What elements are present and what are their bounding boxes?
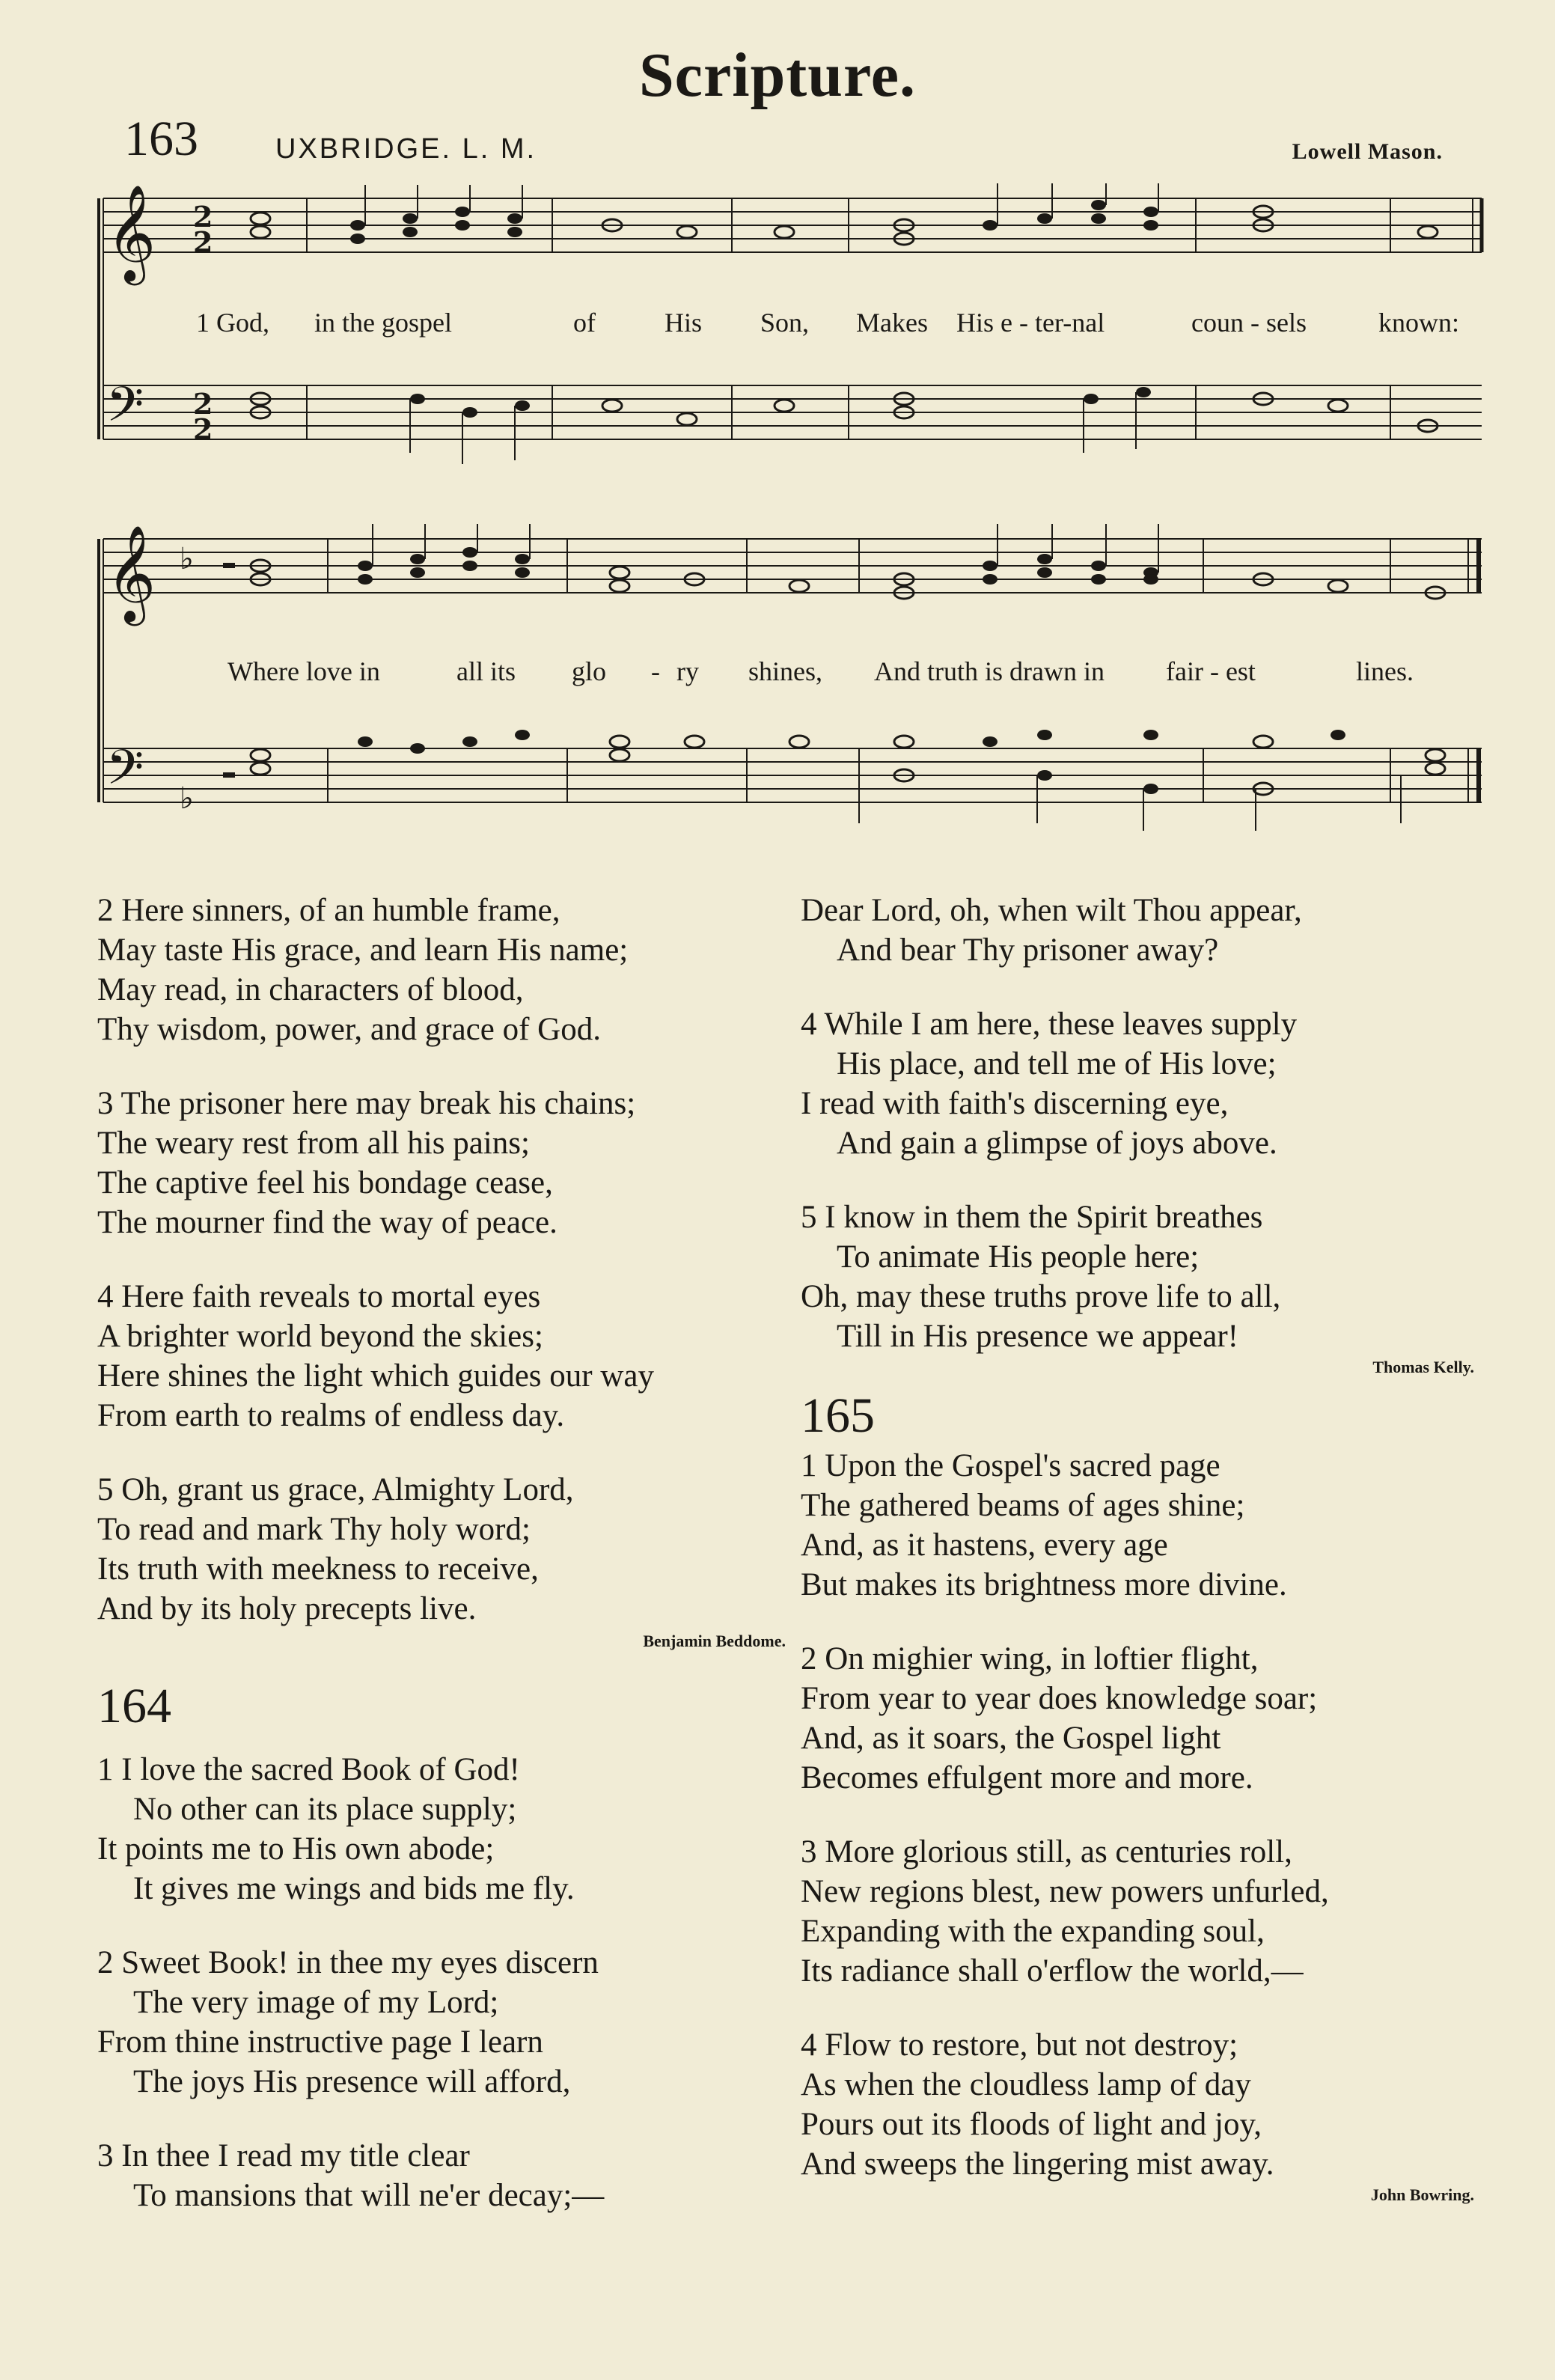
verse-line: To animate His people here;: [837, 1239, 1200, 1275]
verse-line: 2 Here sinners, of an humble frame,: [97, 893, 560, 928]
verse-line: 4 Here faith reveals to mortal eyes: [97, 1279, 541, 1314]
stanza: [97, 891, 786, 1049]
stanza: [97, 1277, 786, 1435]
verse-line: 1 Upon the Gospel's sacred page: [801, 1448, 1221, 1483]
verse-line: It gives me wings and bids me fly.: [133, 1871, 575, 1906]
lyric-syllable: Makes: [856, 308, 928, 338]
verse-line: His place, and tell me of His love;: [837, 1046, 1277, 1081]
verse-line: And, as it hastens, every age: [801, 1528, 1168, 1563]
left-column: [97, 891, 786, 2215]
verse-line: Expanding with the expanding soul,: [801, 1914, 1265, 1949]
verse-line: But makes its brightness more divine.: [801, 1567, 1287, 1602]
verse-line: 4 While I am here, these leaves supply: [801, 1007, 1298, 1042]
hymn-number-165: 165: [801, 1388, 875, 1443]
lyrics-line-1: [0, 307, 1555, 344]
verse-line: It points me to His own abode;: [97, 1831, 495, 1867]
verse-line: May taste His grace, and learn His name;: [97, 933, 629, 968]
svg-text:2: 2: [193, 387, 213, 421]
right-column: [801, 891, 1474, 2206]
svg-text:𝄢: 𝄢: [106, 740, 144, 808]
lyric-syllable: ry: [676, 656, 699, 686]
verse-line: Becomes effulgent more and more.: [801, 1760, 1253, 1795]
page-title: Scripture.: [638, 40, 917, 110]
verse-line: Dear Lord, oh, when wilt Thou appear,: [801, 893, 1302, 928]
verse-line: Here shines the light which guides our way: [97, 1358, 654, 1394]
verse-line: Oh, may these truths prove life to all,: [801, 1279, 1281, 1314]
lyric-syllable: Where love in: [227, 656, 380, 686]
lyric-syllable: His e - ter-nal: [956, 308, 1105, 338]
svg-text:𝄞: 𝄞: [106, 525, 156, 622]
verse-line: To read and mark Thy holy word;: [97, 1512, 531, 1547]
verse-line: From earth to realms of endless day.: [97, 1398, 565, 1433]
verse-line: The gathered beams of ages shine;: [801, 1488, 1245, 1523]
verse-line: 3 In thee I read my title clear: [97, 2138, 470, 2173]
stanza: [97, 2136, 786, 2215]
author-163: Benjamin Beddome.: [643, 1632, 786, 1650]
verse-line: Till in His presence we appear!: [837, 1319, 1238, 1354]
lyric-syllable: coun - sels: [1191, 308, 1307, 338]
svg-text:𝄞: 𝄞: [106, 184, 156, 281]
verse-line: From year to year does knowledge soar;: [801, 1681, 1318, 1716]
lyric-syllable: all its: [456, 656, 516, 686]
lyrics-line-2: [0, 656, 1555, 693]
lyric-syllable: fair - est: [1166, 656, 1256, 686]
svg-text:𝄢: 𝄢: [106, 377, 144, 445]
stanza: [801, 2025, 1474, 2184]
verse-line: 5 Oh, grant us grace, Almighty Lord,: [97, 1472, 574, 1507]
lyric-syllable: in the gospel: [314, 308, 452, 338]
svg-text:♭: ♭: [180, 542, 194, 576]
lyric-syllable: And truth is drawn in: [874, 656, 1105, 686]
tune-name: UXBRIDGE. L. M.: [275, 133, 537, 165]
stanza: [801, 1004, 1474, 1163]
verse-line: Its radiance shall o'erflow the world,—: [801, 1953, 1304, 1989]
verse-line: 4 Flow to restore, but not destroy;: [801, 2027, 1238, 2063]
verse-line: From thine instructive page I learn: [97, 2024, 543, 2060]
verse-line: And bear Thy prisoner away?: [837, 933, 1219, 968]
verse-line: As when the cloudless lamp of day: [801, 2067, 1251, 2102]
verse-line: And sweeps the lingering mist away.: [801, 2146, 1274, 2182]
svg-text:2: 2: [193, 200, 213, 234]
lyric-syllable: glo: [572, 656, 607, 686]
stanza: [97, 1943, 786, 2102]
author-164: Thomas Kelly.: [1372, 1358, 1474, 1376]
lyric-syllable: -: [651, 656, 660, 686]
composer: Lowell Mason.: [1292, 139, 1443, 164]
verse-line: The mourner find the way of peace.: [97, 1205, 557, 1240]
lyric-syllable: shines,: [748, 656, 822, 686]
stanza: [97, 1470, 786, 1629]
verse-line: May read, in characters of blood,: [97, 972, 524, 1007]
verse-line: And gain a glimpse of joys above.: [837, 1126, 1277, 1161]
lyric-syllable: known:: [1378, 308, 1459, 338]
lyric-syllable: of: [573, 308, 596, 338]
hymn-number-163: 163: [124, 112, 198, 166]
verse-line: 5 I know in them the Spirit breathes: [801, 1200, 1263, 1235]
stanza: [801, 1639, 1474, 1798]
lyric-syllable: lines.: [1356, 656, 1414, 686]
svg-text:2: 2: [193, 225, 213, 259]
verse-line: Pours out its floods of light and joy,: [801, 2107, 1262, 2142]
verse-line: Thy wisdom, power, and grace of God.: [97, 1012, 601, 1047]
lyric-syllable: His: [665, 308, 703, 338]
verse-line: 3 The prisoner here may break his chains;: [97, 1086, 636, 1121]
stanza: [97, 1750, 786, 1908]
stanza: [801, 1832, 1474, 1991]
verse-line: The joys His presence will afford,: [133, 2064, 571, 2099]
lyric-syllable: 1 God,: [196, 308, 269, 338]
verse-line: 2 On mighier wing, in loftier flight,: [801, 1641, 1259, 1676]
verse-line: A brighter world beyond the skies;: [97, 1319, 543, 1354]
verse-line: The weary rest from all his pains;: [97, 1126, 530, 1161]
verse-line: 2 Sweet Book! in thee my eyes discern: [97, 1945, 599, 1980]
verse-line: 1 I love the sacred Book of God!: [97, 1752, 520, 1787]
lyric-syllable: Son,: [760, 308, 810, 338]
svg-text:♭: ♭: [180, 781, 194, 816]
verse-line: No other can its place supply;: [133, 1792, 517, 1827]
stanza-continued: [801, 891, 1474, 970]
verse-line: To mansions that will ne'er decay;—: [133, 2178, 605, 2213]
verse-line: And by its holy precepts live.: [97, 1591, 477, 1626]
stanza: [801, 1197, 1474, 1356]
stanza: [97, 1084, 786, 1242]
verse-line: 3 More glorious still, as centuries roll,: [801, 1834, 1292, 1870]
verse-line: The captive feel his bondage cease,: [97, 1165, 553, 1200]
verse-line: I read with faith's discerning eye,: [801, 1086, 1229, 1121]
hymn-number-164: 164: [97, 1679, 171, 1733]
verse-line: New regions blest, new powers unfurled,: [801, 1874, 1329, 1909]
author-165: John Bowring.: [1370, 2185, 1474, 2204]
verse-line: The very image of my Lord;: [133, 1985, 499, 2020]
stanza: [801, 1446, 1474, 1605]
verse-line: And, as it soars, the Gospel light: [801, 1721, 1221, 1756]
svg-text:2: 2: [193, 412, 213, 446]
verse-line: Its truth with meekness to receive,: [97, 1551, 539, 1587]
